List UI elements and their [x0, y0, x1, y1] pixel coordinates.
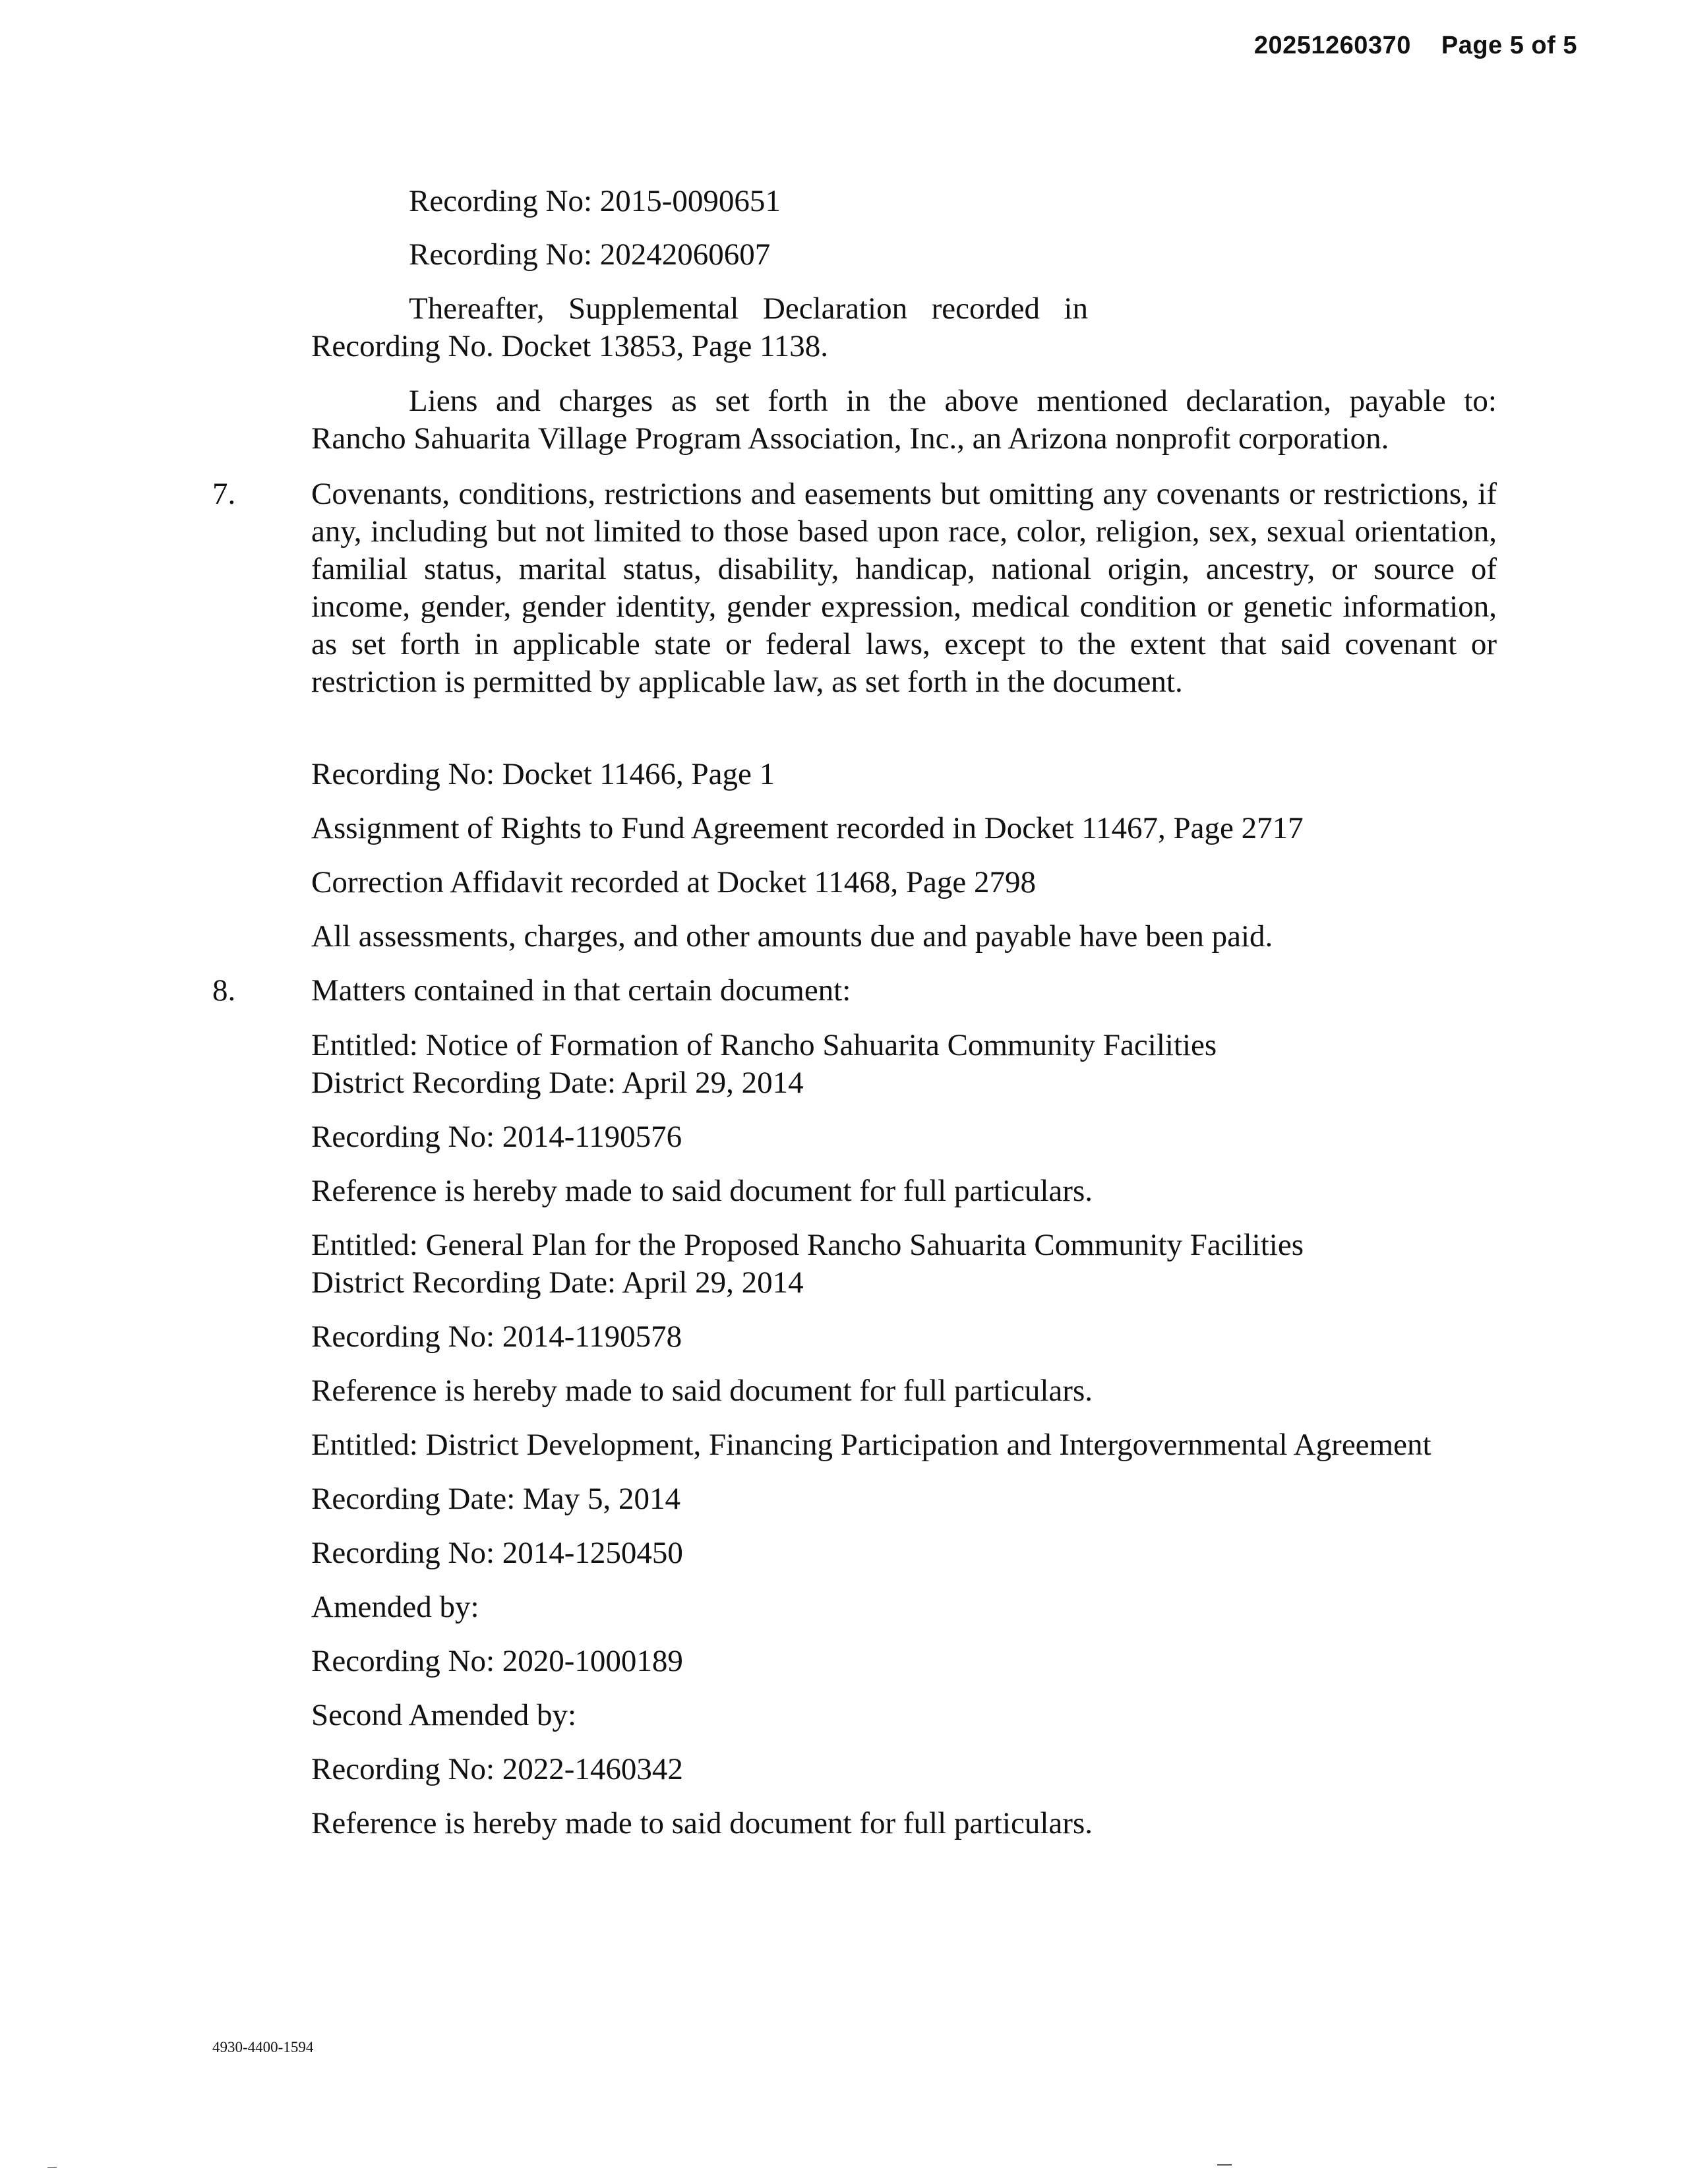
entitled-3-amended-recording: Recording No: 2020-1000189: [311, 1644, 683, 1678]
entitled-3-amended-by: Amended by:: [311, 1590, 479, 1624]
footer-document-id: 4930-4400-1594: [212, 2039, 314, 2055]
document-number: 20251260370: [1253, 32, 1411, 59]
item-8-intro: Matters contained in that certain document:: [311, 973, 851, 1008]
item-7-covenants-paragraph: Covenants, conditions, restrictions and easements but omitting any covenants or restrictions, if any, including but not limited to those based upon race, color, religion, sex, sexual orientation, familial status, marital status, disability, handicap, national origin, ancestry, or source of income, gender, gender identity, gender expression, medical condition or genetic information, as set forth in applicable state or federal laws, except to the extent that said covenant or restriction is permitted by applicable law, as set forth in the document.: [311, 477, 1497, 699]
entitled-3-second-amended-recording: Recording No: 2022-1460342: [311, 1752, 683, 1786]
entitled-3-recording: Recording No: 2014-1250450: [311, 1536, 683, 1570]
entitled-2-reference: Reference is hereby made to said document for full particulars.: [311, 1374, 1093, 1408]
supplemental-declaration-line-1: Thereafter, Supplemental Declaration recorded in: [409, 291, 1088, 326]
liens-line-1: Liens and charges as set forth in the above mentioned declaration, payable to:: [409, 384, 1497, 418]
recording-line-2015: Recording No: 2015-0090651: [409, 184, 781, 218]
entitled-1-recording: Recording No: 2014-1190576: [311, 1120, 682, 1154]
scan-artifact-mark: [47, 2167, 57, 2168]
entitled-3-reference: Reference is hereby made to said document for full particulars.: [311, 1806, 1093, 1840]
entitled-3-recording-date: Recording Date: May 5, 2014: [311, 1482, 680, 1516]
supplemental-declaration-line-2: Recording No. Docket 13853, Page 1138.: [311, 329, 829, 363]
entitled-2-line-2: District Recording Date: April 29, 2014: [311, 1265, 804, 1300]
entitled-2-line-1: Entitled: General Plan for the Proposed Rancho Sahuarita Community Facilities: [311, 1228, 1304, 1262]
item-7-assignment: Assignment of Rights to Fund Agreement recorded in Docket 11467, Page 2717: [311, 811, 1304, 845]
liens-line-2: Rancho Sahuarita Village Program Association, Inc., an Arizona nonprofit corporation.: [311, 421, 1389, 456]
entitled-3-second-amended-by: Second Amended by:: [311, 1698, 577, 1732]
item-7-correction-affidavit: Correction Affidavit recorded at Docket 11468, Page 2798: [311, 865, 1036, 899]
entitled-1-line-2: District Recording Date: April 29, 2014: [311, 1066, 804, 1100]
item-7-number: 7.: [212, 477, 236, 511]
item-7-assessments-paid: All assessments, charges, and other amounts due and payable have been paid.: [311, 919, 1273, 954]
entitled-3-title: Entitled: District Development, Financing Participation and Intergovernmental Agreement: [311, 1428, 1432, 1462]
page-indicator: Page 5 of 5: [1441, 32, 1577, 59]
item-7-recording: Recording No: Docket 11466, Page 1: [311, 757, 775, 791]
item-8-number: 8.: [212, 973, 236, 1008]
recording-line-2024: Recording No: 20242060607: [409, 237, 771, 272]
entitled-1-line-1: Entitled: Notice of Formation of Rancho Sahuarita Community Facilities: [311, 1028, 1217, 1062]
scan-artifact-mark: [1217, 2164, 1232, 2166]
entitled-2-recording: Recording No: 2014-1190578: [311, 1320, 682, 1354]
entitled-1-reference: Reference is hereby made to said document for full particulars.: [311, 1174, 1093, 1208]
page-header: [1254, 32, 1577, 60]
